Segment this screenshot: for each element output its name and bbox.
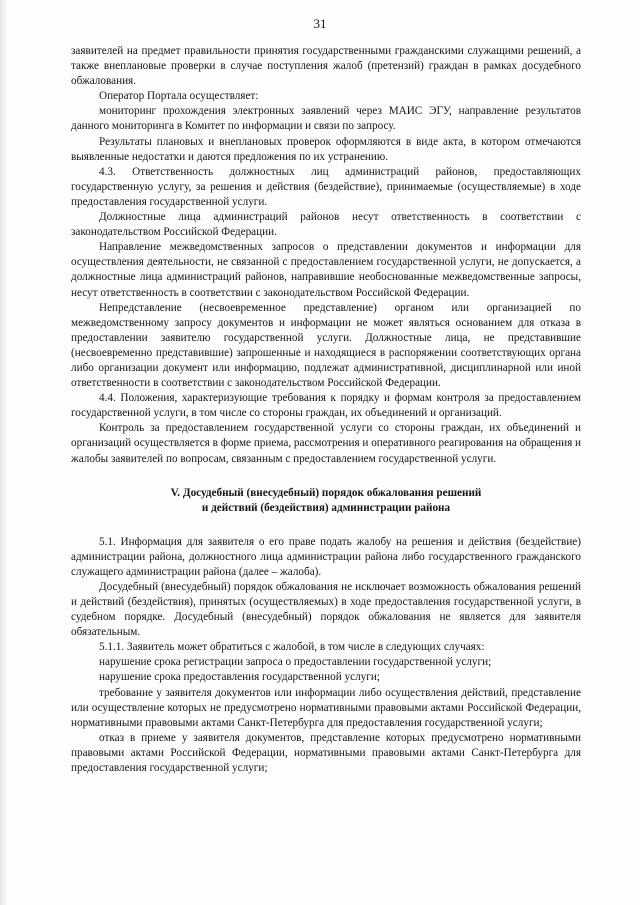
paragraph: Оператор Портала осуществляет: <box>99 90 259 103</box>
paragraph: Направление межведомственных запросов о представлении документов и информации для осуществления деятельности, не связанной с предоставлением государственной услуги, не допускается, а должностные лица администраций районов, направившие необоснованные межведомственные запросы, несут ответственность в соответствии с законодательством Российской Федерации. <box>71 241 581 299</box>
paragraph: Должностные лица администраций районов несут ответственность в соответствии с законодательством Российской Федерации. <box>71 211 581 239</box>
paragraph: требование у заявителя документов или информации либо осуществления действий, представление или осуществление которых не предусмотрено нормативными правовыми актами Российской Федерации, нормативными правовыми актами Санкт-Петербурга для предоставления государственной услуги; <box>71 686 581 729</box>
paragraph: 4.3. Ответственность должностных лиц администраций районов, предоставляющих государственную услугу, за решения и действия (бездействие), принимаемые (осуществляемые) в ходе предоставления государственной услуги. <box>71 165 581 208</box>
section-heading <box>71 486 581 517</box>
page-number: 31 <box>313 16 327 31</box>
paragraph: нарушение срока регистрации запроса о предоставлении государственной услуги; <box>99 656 492 669</box>
paragraph: Непредставление (несвоевременное представление) органом или организацией по межведомственному запросу документов и информации не может являться основанием для отказа в предоставлении заявителю государственной услуги. Должностные лица, не представившие (несвоевременно представившие) запрошенные и находящиеся в распоряжении соответствующих органа либо организации документ или информацию, подлежат административной, дисциплинарной или иной ответственности в соответствии с законодательством Российской Федерации. <box>71 301 581 390</box>
paragraph: Досудебный (внесудебный) порядок обжалования не исключает возможность обжалования решений и действий (бездействия), принятых (осуществляемых) в ходе предоставления государственной услуги, в судебном порядке. Досудебный (внесудебный) порядок обжалования не является для заявителя обязательным. <box>71 580 581 639</box>
paragraph: Результаты плановых и внеплановых проверок оформляются в виде акта, в котором отмечаются выявленные недостатки и даются предложения по их устранению. <box>71 135 581 163</box>
scan-edge-shadow <box>0 0 8 905</box>
document-body <box>71 44 581 776</box>
paragraph: Контроль за предоставлением государственной услуги со стороны граждан, их объединений и организаций осуществляется в форме приема, рассмотрения и оперативного реагирования на обращения и жалобы заявителей по вопросам, связанным с предоставлением государственной услуги. <box>71 422 581 465</box>
paragraph: заявителей на предмет правильности принятия государственными гражданскими служащими решений, а также внеплановые проверки в случае поступления жалоб (претензий) граждан в рамках досудебного обжалования. <box>71 45 581 88</box>
paragraph: 4.4. Положения, характеризующие требования к порядку и формам контроля за предоставлением государственной услуги, в том числе со стороны граждан, их объединений и организаций. <box>71 392 581 420</box>
paragraph: мониторинг прохождения электронных заявлений через МАИС ЭГУ, направление результатов данного мониторинга в Комитет по информации и связи по запросу. <box>71 105 581 133</box>
paragraphs-before-heading <box>71 44 581 467</box>
paragraphs-after-heading <box>71 535 581 777</box>
section-heading-line-1: V. Досудебный (внесудебный) порядок обжалования решений <box>170 486 482 499</box>
paragraph: нарушение срока предоставления государственной услуги; <box>99 671 380 684</box>
paragraph: отказ в приеме у заявителя документов, представление которых предусмотрено нормативными правовыми актами Российской Федерации, нормативными правовыми актами Санкт-Петербурга для предоставления государственной услуги; <box>71 731 581 775</box>
paragraph: 5.1.1. Заявитель может обратиться с жалобой, в том числе в следующих случаях: <box>99 641 485 654</box>
section-heading-line-2: и действий (бездействия) администрации района <box>201 502 451 515</box>
paragraph: 5.1. Информация для заявителя о его праве подать жалобу на решения и действия (бездействие) администрации района, должностного лица администрации района либо государственного гражданского служащего администрации района (далее – жалоба). <box>71 535 581 578</box>
